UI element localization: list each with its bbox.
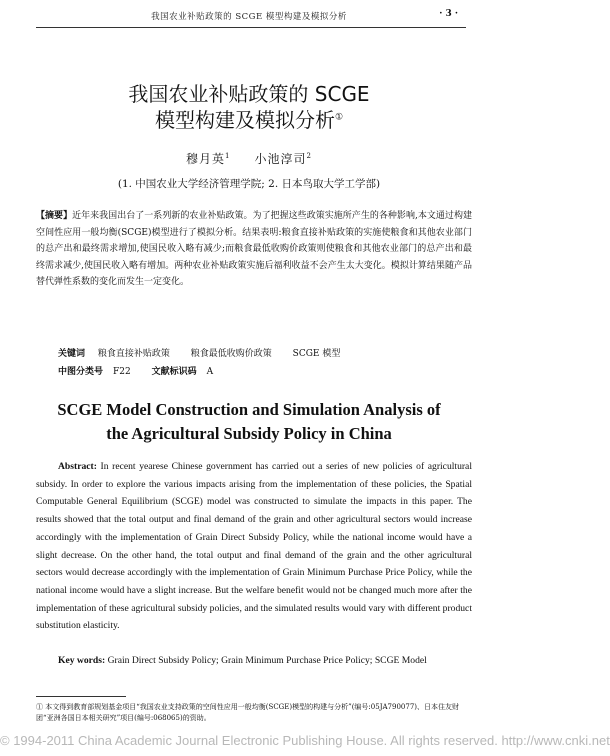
chinese-title-line1: 我国农业补贴政策的 SCGE xyxy=(128,82,370,106)
page-number: · 3 · xyxy=(439,9,458,19)
header-rule xyxy=(36,27,466,28)
keyword-2: 粮食最低收购价政策 xyxy=(190,349,272,359)
authors: 穆月英$^1$ 小池淳司$^2$ xyxy=(185,152,313,166)
abstract-text-zh: 近年来我国出台了一系列新的农业补贴政策。为了把握这些政策实施所产生的各种影响,本文通过构建空间性应用一般均衡(SCGE)模型进行了模拟分析。结果表明:粮食直接补贴政策的实施使粮食和其他农业部门的总产出和最终需求增加,使国民收入略有减少;而粮食最低收购价政策则使粮食和其他农业部门的总产出和最终需求减少,使国民收入略有增加。两种农业补贴政策实施后福利收益不会产生太大变化。模拟计算结果随产品替代弹性系数的变化而发生一定变化。 xyxy=(36,211,472,288)
abstract-label-zh: 【摘要】 xyxy=(36,211,73,221)
abstract-text-en: In recent yearese Chinese government has carried out a series of new policies of agricultural subsidy. In order to explore the various impacts arising from the implementation of these policies, the Spatial Computable General Equilibrium (SCGE) model was constructed to simulate the impacts in this paper. The results showed that the total output and final demand of the grain and other agricultural sectors would increase accordingly with the implementation of Grain Direct Subsidy Policy, while the national income would have a slight decrease. On the other hand, the total output and final demand of the grain and the other agricultural sectors would decrease accordingly with the implementation of Grain Minimum Purchase Price Policy, while the national income would have a slight increase. But the welfare benefit would not be changed much more after the implementation of these agricultural subsidy policies, and the simulated results would vary with different product substitution elasticity. xyxy=(36,461,472,632)
chinese-abstract xyxy=(36,208,472,291)
copyright-watermark: © 1994-2011 China Academic Journal Electronic Publishing House. All rights reserved. http://www.cnki.net xyxy=(0,733,610,748)
author-2: 小池淳司 xyxy=(254,152,307,166)
running-header: 我国农业补贴政策的 SCGE 模型构建及模拟分析 xyxy=(151,12,347,22)
keyword-3: SCGE 模型 xyxy=(292,349,341,359)
chinese-title-line2: 模型构建及模拟分析① xyxy=(154,108,344,132)
keyword-1: 粮食直接补贴政策 xyxy=(97,349,170,359)
clc-value: F22 xyxy=(113,367,131,377)
author-1: 穆月英 xyxy=(185,152,225,166)
keywords-zh: 关键词 粮食直接补贴政策 粮食最低收购价政策 SCGE 模型 xyxy=(58,349,341,359)
doc-code-value: A xyxy=(206,367,214,377)
english-title-line1: SCGE Model Construction and Simulation Analysis of xyxy=(57,400,441,419)
english-title-line2: the Agricultural Subsidy Policy in China xyxy=(106,424,392,443)
english-abstract xyxy=(36,458,472,635)
affiliation: (1. 中国农业大学经济管理学院; 2. 日本鸟取大学工学部) xyxy=(117,178,381,190)
footnote: ① 本文得到教育部规划基金项目“我国农业支持政策的空间性应用一般均衡(SCGE)模型的构建与分析”(编号:05JA790077)、日本住友财团“亚洲各国日本相关研究”项目(编号:068065)的资助。 xyxy=(36,703,460,722)
classification-line: 中图分类号 F22 文献标识码 A xyxy=(58,367,214,377)
footnote-mark: ① xyxy=(334,112,344,123)
abstract-label-en: Abstract: xyxy=(58,461,97,472)
keywords-en: Key words: Grain Direct Subsidy Policy; Grain Minimum Purchase Price Policy; SCGE Model xyxy=(58,655,427,666)
footnote-rule xyxy=(36,696,126,697)
